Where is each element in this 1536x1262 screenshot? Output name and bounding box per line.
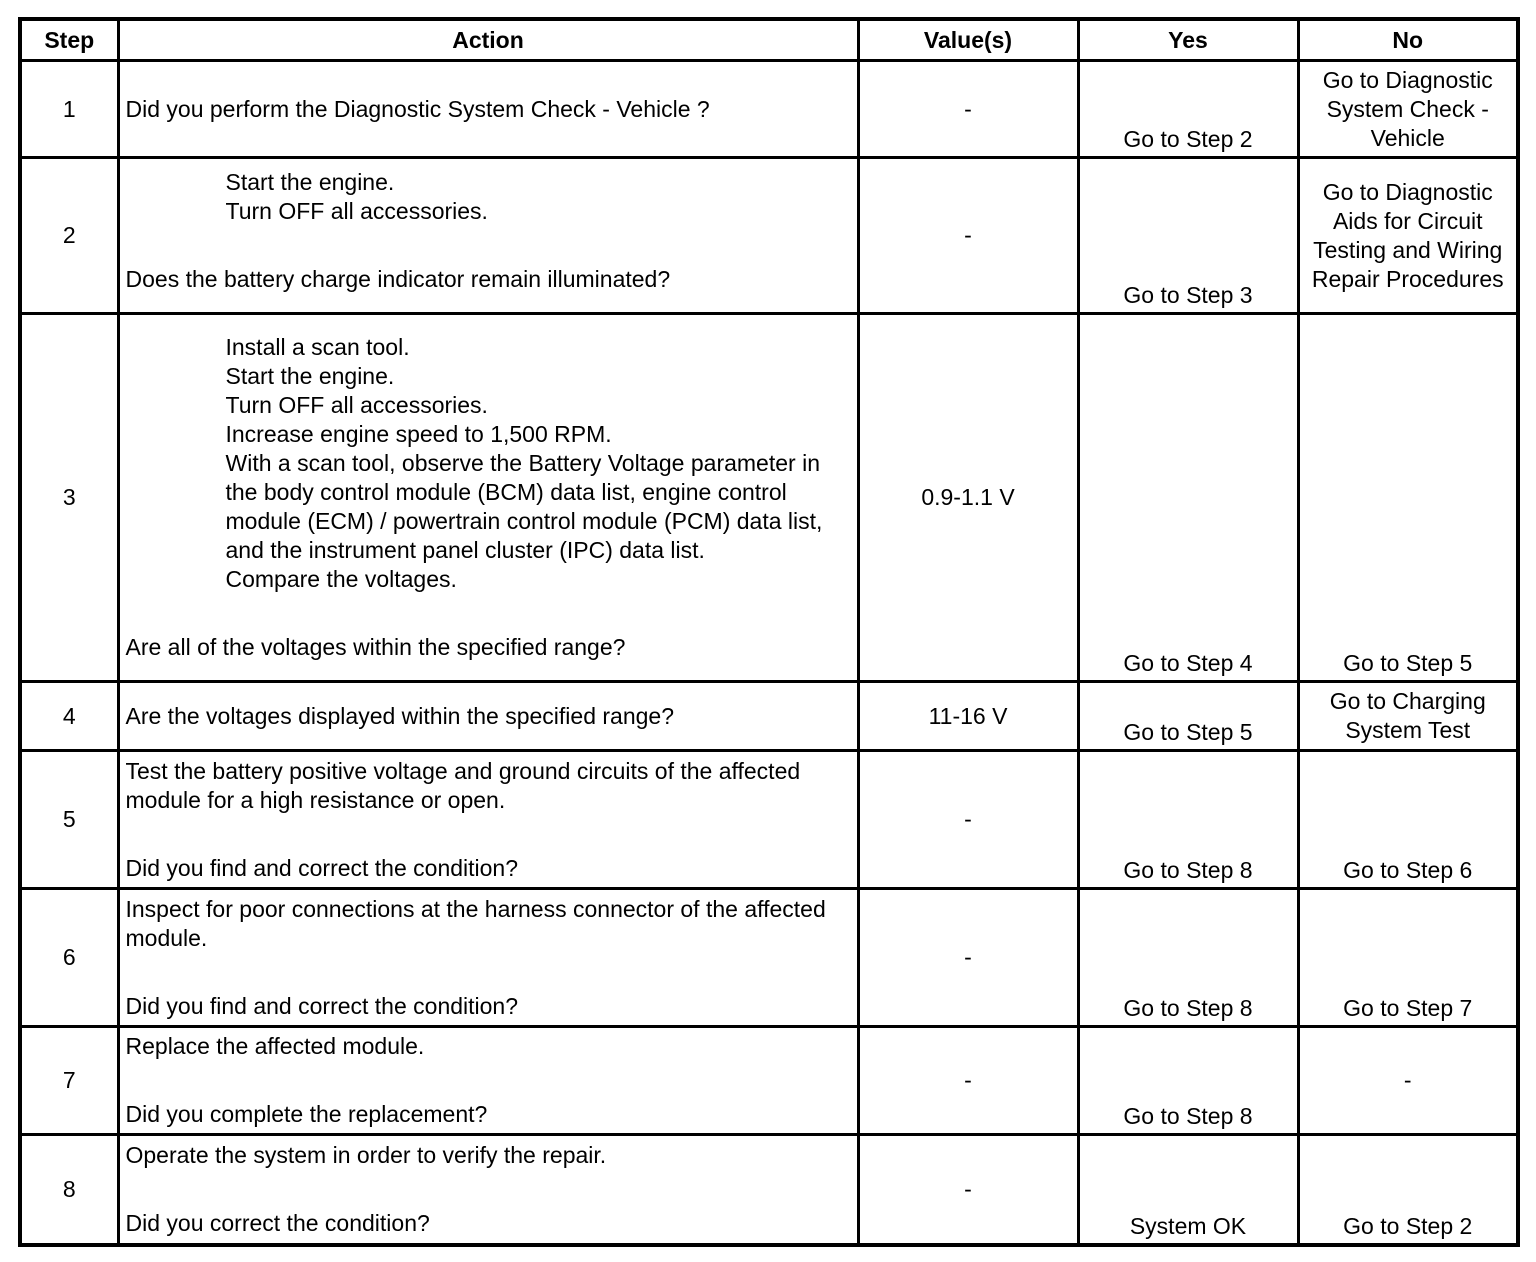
action-cell — [118, 682, 858, 751]
header-values: Value(s) — [858, 19, 1078, 61]
action-line: Replace the affected module. — [125, 1033, 425, 1059]
step-number: 8 — [20, 1135, 118, 1245]
step-number: 5 — [20, 751, 118, 889]
value-cell: - — [858, 1135, 1078, 1245]
step-number: 3 — [20, 314, 118, 682]
table-row — [20, 314, 1518, 682]
no-cell: Go to Step 2 — [1298, 1135, 1518, 1245]
action-question: Are the voltages displayed within the specified range? — [125, 702, 675, 729]
header-row — [20, 19, 1518, 61]
no-cell: - — [1298, 1027, 1518, 1135]
value-cell: - — [858, 1027, 1078, 1135]
action-question: Did you find and correct the condition? — [125, 854, 519, 881]
action-line: Compare the voltages. — [225, 566, 457, 592]
no-cell: Go to Diagnostic Aids for Circuit Testing and Wiring Repair Procedures — [1298, 158, 1518, 314]
action-question: Did you find and correct the condition? — [125, 992, 519, 1019]
table-row — [20, 61, 1518, 158]
action-line: Operate the system in order to verify the repair. — [125, 1141, 607, 1168]
action-line: Turn OFF all accessories. — [225, 392, 488, 418]
yes-cell: Go to Step 5 — [1078, 682, 1298, 751]
step-number: 6 — [20, 889, 118, 1027]
no-cell: Go to Diagnostic System Check - Vehicle — [1298, 61, 1518, 158]
action-line: Start the engine. — [225, 168, 395, 195]
action-cell — [118, 1135, 858, 1245]
value-cell: 11-16 V — [858, 682, 1078, 751]
header-yes: Yes — [1078, 19, 1298, 61]
action-question: Did you correct the condition? — [125, 1209, 430, 1236]
no-cell: Go to Step 6 — [1298, 751, 1518, 889]
yes-cell: Go to Step 4 — [1078, 314, 1298, 682]
value-cell: - — [858, 158, 1078, 314]
action-question: Are all of the voltages within the specified range? — [125, 634, 626, 660]
action-cell — [118, 61, 858, 158]
action-cell — [118, 314, 858, 682]
table-row — [20, 889, 1518, 1027]
action-cell — [118, 1027, 858, 1135]
yes-cell: Go to Step 2 — [1078, 61, 1298, 158]
table-row — [20, 682, 1518, 751]
action-line: Turn OFF all accessories. — [225, 197, 488, 224]
yes-cell: Go to Step 8 — [1078, 889, 1298, 1027]
action-line: Increase engine speed to 1,500 RPM. — [225, 421, 612, 447]
action-question: Did you complete the replacement? — [125, 1101, 488, 1127]
value-cell: - — [858, 889, 1078, 1027]
step-number: 4 — [20, 682, 118, 751]
diagnostic-table — [18, 17, 1520, 1247]
no-cell: Go to Step 5 — [1298, 314, 1518, 682]
table-row — [20, 1027, 1518, 1135]
yes-cell: Go to Step 8 — [1078, 1027, 1298, 1135]
value-cell: 0.9-1.1 V — [858, 314, 1078, 682]
action-cell — [118, 751, 858, 889]
yes-cell: Go to Step 3 — [1078, 158, 1298, 314]
action-line: Inspect for poor connections at the harness connector of the affected module. — [125, 895, 826, 951]
yes-cell: Go to Step 8 — [1078, 751, 1298, 889]
value-cell: - — [858, 61, 1078, 158]
no-cell: Go to Step 7 — [1298, 889, 1518, 1027]
table-row — [20, 158, 1518, 314]
table-row — [20, 1135, 1518, 1245]
header-step: Step — [20, 19, 118, 61]
yes-cell: System OK — [1078, 1135, 1298, 1245]
header-no: No — [1298, 19, 1518, 61]
action-line: Install a scan tool. — [225, 334, 410, 360]
no-cell: Go to Charging System Test — [1298, 682, 1518, 751]
step-number: 7 — [20, 1027, 118, 1135]
action-line: Start the engine. — [225, 363, 395, 389]
action-question: Did you perform the Diagnostic System Check - Vehicle ? — [125, 95, 710, 122]
action-cell — [118, 158, 858, 314]
action-question: Does the battery charge indicator remain illuminated? — [125, 265, 671, 292]
step-number: 2 — [20, 158, 118, 314]
header-action: Action — [118, 19, 858, 61]
action-cell — [118, 889, 858, 1027]
table-row — [20, 751, 1518, 889]
action-line: With a scan tool, observe the Battery Voltage parameter in the body control module (BCM) data list, engine control module (ECM) / powertrain control module (PCM) data list, and the instrument panel cluster (IPC) data list. — [225, 450, 823, 563]
step-number: 1 — [20, 61, 118, 158]
value-cell: - — [858, 751, 1078, 889]
action-line: Test the battery positive voltage and ground circuits of the affected module for a high resistance or open. — [125, 757, 801, 813]
